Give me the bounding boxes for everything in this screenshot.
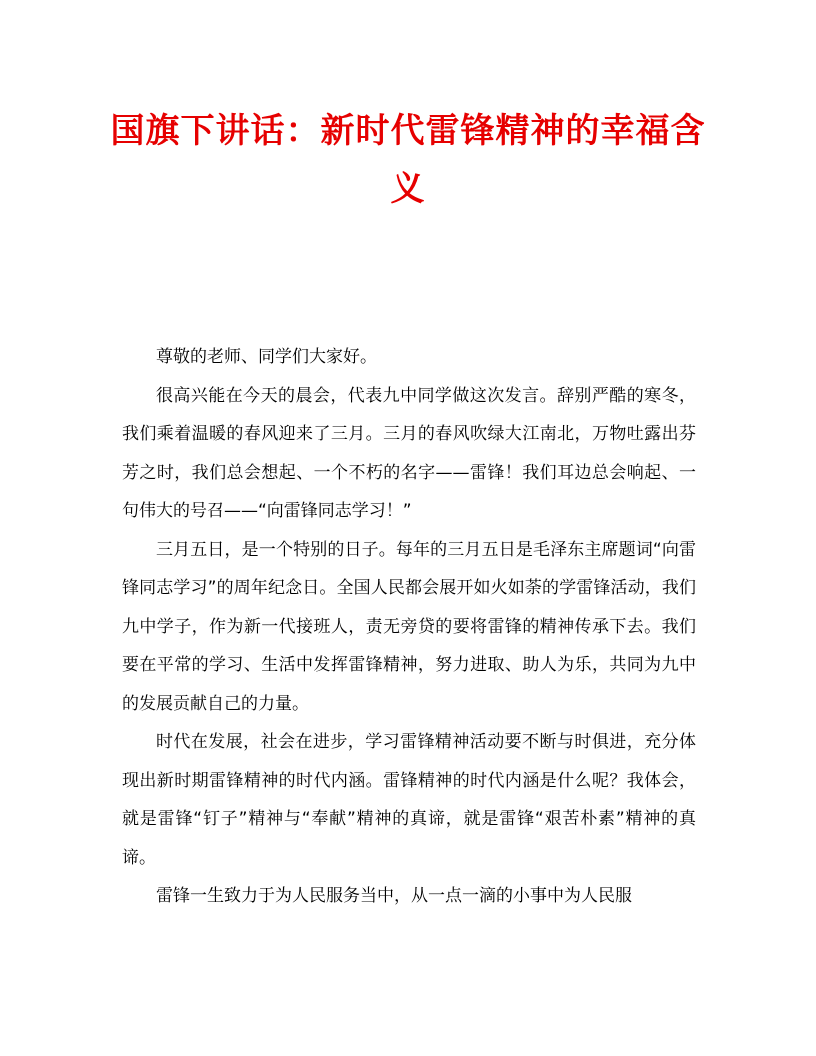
paragraph-intro: 很高兴能在今天的晨会，代表九中同学做这次发言。辞别严酷的寒冬，我们乘着温暖的春风迎来了三月。三月的春风吹绿大江南北，万物吐露出芬芳之时，我们总会想起、一个不朽的名字——雷锋！我们耳边总会响起、一句伟大的号召——“向雷锋同志学习！”: [122, 385, 696, 521]
paragraph-service: 雷锋一生致力于为人民服务当中，从一点一滴的小事中为人民服: [156, 886, 632, 906]
document-title: 国旗下讲话：新时代雷锋精神的幸福含义: [110, 111, 706, 209]
paragraph-march-fifth: 三月五日，是一个特别的日子。每年的三月五日是毛泽东主席题词“向雷锋同志学习”的周年纪念日。全国人民都会展开如火如荼的学雷锋活动，我们九中学子，作为新一代接班人，责无旁贷的要将雷锋的精神传承下去。我们要在平常的学习、生活中发挥雷锋精神，努力进取、助人为乐，共同为九中的发展贡献自己的力量。: [122, 539, 696, 714]
document-body: [122, 338, 696, 916]
paragraph-times: 时代在发展，社会在进步，学习雷锋精神活动要不断与时俱进，充分体现出新时期雷锋精神的时代内涵。雷锋精神的时代内涵是什么呢？我体会，就是雷锋“钉子”精神与“奉献”精神的真谛，就是雷锋“艰苦朴素”精神的真谛。: [122, 732, 696, 868]
paragraph-greeting: 尊敬的老师、同学们大家好。: [156, 347, 377, 367]
